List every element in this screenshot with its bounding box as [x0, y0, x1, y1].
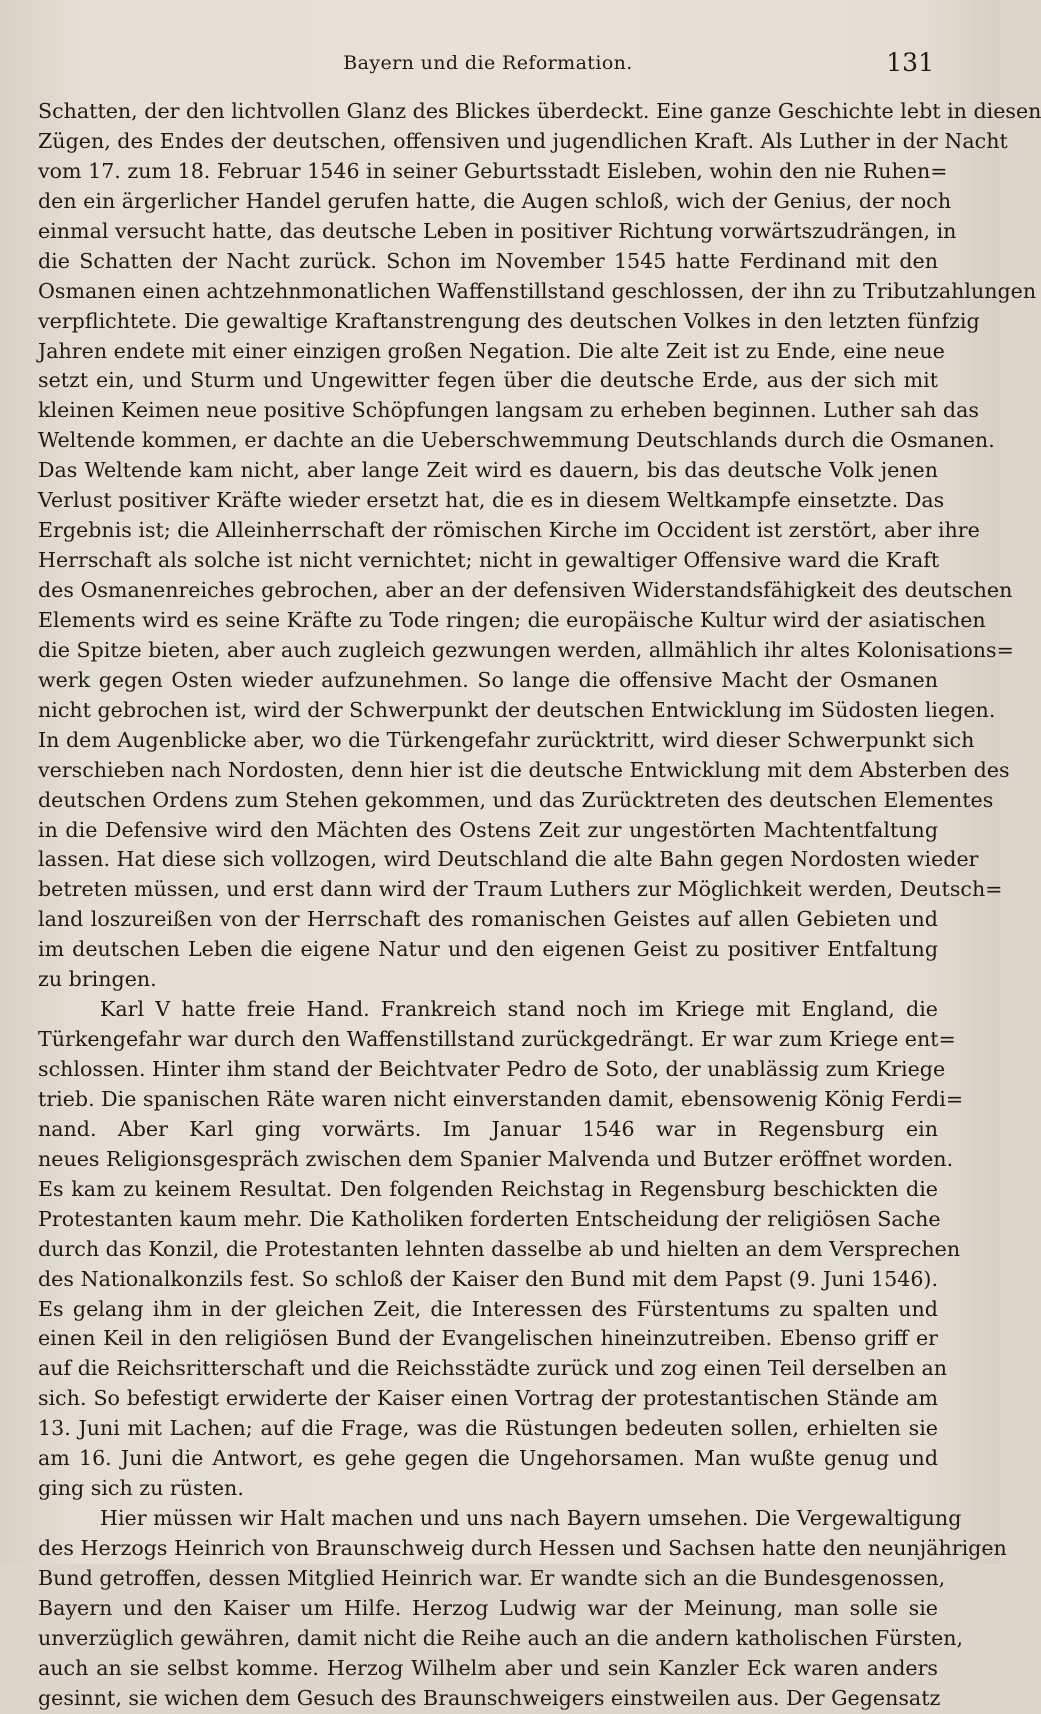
- text-line: setzt ein, und Sturm und Ungewitter fegen über die deutsche Erde, aus der sich mit: [38, 368, 938, 393]
- text-line: verschieben nach Nordosten, denn hier ist die deutsche Entwicklung mit dem Absterben des: [38, 757, 1010, 782]
- text-line: neues Religionsgespräch zwischen dem Spanier Malvenda und Butzer eröffnet worden.: [38, 1146, 954, 1171]
- page-number: 131: [886, 48, 934, 77]
- text-line: Bayern und den Kaiser um Hilfe. Herzog Ludwig war der Meinung, man solle sie: [38, 1595, 938, 1620]
- text-line: einmal versucht hatte, das deutsche Leben in positiver Richtung vorwärtszudrängen, in: [38, 218, 957, 243]
- text-line: trieb. Die spanischen Räte waren nicht einverstanden damit, ebensowenig König Ferdi=: [38, 1086, 964, 1111]
- text-line: Jahren endete mit einer einzigen großen Negation. Die alte Zeit ist zu Ende, eine neue: [38, 338, 945, 363]
- text-line: Ergebnis ist; die Alleinherrschaft der römischen Kirche im Occident ist zerstört, aber ihre: [38, 518, 980, 543]
- text-line: Verlust positiver Kräfte wieder ersetzt hat, die es in diesem Weltkampfe einsetzte. Das: [38, 488, 945, 513]
- text-line: verpflichtete. Die gewaltige Kraftanstrengung des deutschen Volkes in den letzten fünfzig: [38, 308, 980, 333]
- text-line: schlossen. Hinter ihm stand der Beichtvater Pedro de Soto, der unablässig zum Kriege: [38, 1057, 946, 1081]
- text-line: einen Keil in den religiösen Bund der Evangelischen hineinzutreiben. Ebenso griff er: [38, 1326, 938, 1351]
- text-line: Protestanten kaum mehr. Die Katholiken forderten Entscheidung der religiösen Sache: [38, 1206, 941, 1231]
- text-line: unverzüglich gewähren, damit nicht die Reihe auch an die andern katholischen Fürsten,: [38, 1625, 964, 1650]
- body-text: [38, 97, 1041, 1714]
- text-line: am 16. Juni die Antwort, es gehe gegen die Ungehorsamen. Man wußte genug und: [38, 1446, 938, 1471]
- text-line: 13. Juni mit Lachen; auf die Frage, was die Rüstungen bedeuten sollen, erhielten sie: [38, 1416, 938, 1441]
- text-line: nand. Aber Karl ging vorwärts. Im Januar 1546 war in Regensburg ein: [38, 1116, 938, 1141]
- text-line: des Nationalkonzils fest. So schloß der Kaiser den Bund mit dem Papst (9. Juni 1546).: [38, 1266, 938, 1291]
- text-line: Türkengefahr war durch den Waffenstillstand zurückgedrängt. Er war zum Kriege ent=: [38, 1027, 956, 1052]
- text-line: Weltende kommen, er dachte an die Ueberschwemmung Deutschlands durch die Osmanen.: [38, 428, 995, 453]
- page-header: [38, 48, 938, 88]
- text-line: den ein ärgerlicher Handel gerufen hatte, die Augen schloß, wich der Genius, der noch: [38, 188, 952, 213]
- text-line: Elements wird es seine Kräfte zu Tode ringen; die europäische Kultur wird der asiatischen: [38, 607, 986, 632]
- text-line: des Osmanenreiches gebrochen, aber an der defensiven Widerstandsfähigkeit des deutschen: [38, 578, 1013, 602]
- text-line: in die Defensive wird den Mächten des Ostens Zeit zur ungestörten Machtentfaltung: [38, 817, 938, 842]
- text-line: Es kam zu keinem Resultat. Den folgenden Reichstag in Regensburg beschickten die: [38, 1176, 938, 1201]
- text-line: vom 17. zum 18. Februar 1546 in seiner Geburtsstadt Eisleben, wohin den nie Ruhen=: [38, 158, 948, 183]
- text-line: nicht gebrochen ist, wird der Schwerpunkt der deutschen Entwicklung im Südosten liegen.: [38, 697, 996, 722]
- text-line: ging sich zu rüsten.: [38, 1476, 244, 1501]
- text-line: gesinnt, sie wichen dem Gesuch des Braunschweigers einstweilen aus. Der Gegensatz: [38, 1685, 941, 1710]
- text-line: Zügen, des Endes der deutschen, offensiven und jugendlichen Kraft. Als Luther in der Nacht: [38, 128, 1008, 153]
- text-line: im deutschen Leben die eigene Natur und den eigenen Geist zu positiver Entfaltung: [38, 937, 938, 962]
- text-line: die Schatten der Nacht zurück. Schon im November 1545 hatte Ferdinand mit den: [38, 248, 938, 273]
- text-line: auch an sie selbst komme. Herzog Wilhelm aber und sein Kanzler Eck waren anders: [38, 1655, 938, 1680]
- text-line: Schatten, der den lichtvollen Glanz des Blickes überdeckt. Eine ganze Geschichte lebt in diesen: [38, 99, 1041, 123]
- text-line: auf die Reichsritterschaft und die Reichsstädte zurück und zog einen Teil derselben an: [38, 1356, 948, 1381]
- text-line: Karl V hatte freie Hand. Frankreich stand noch im Kriege mit England, die: [100, 997, 938, 1022]
- text-line: Herrschaft als solche ist nicht vernichtet; nicht in gewaltiger Offensive ward die Kraft: [38, 548, 940, 573]
- text-line: durch das Konzil, die Protestanten lehnten dasselbe ab und hielten an dem Versprechen: [38, 1236, 961, 1261]
- text-line: zu bringen.: [38, 967, 157, 992]
- text-line: betreten müssen, und erst dann wird der Traum Luthers zur Möglichkeit werden, Deutsch=: [38, 877, 1003, 902]
- text-line: werk gegen Osten wieder aufzunehmen. So lange die offensive Macht der Osmanen: [38, 667, 938, 692]
- text-line: Das Weltende kam nicht, aber lange Zeit wird es dauern, bis das deutsche Volk jenen: [38, 458, 938, 483]
- text-line: land loszureißen von der Herrschaft des romanischen Geistes auf allen Gebieten und: [38, 907, 938, 932]
- text-line: lassen. Hat diese sich vollzogen, wird Deutschland die alte Bahn gegen Nordosten wieder: [38, 847, 979, 872]
- text-line: In dem Augenblicke aber, wo die Türkengefahr zurücktritt, wird dieser Schwerpunkt sich: [38, 727, 975, 752]
- text-line: kleinen Keimen neue positive Schöpfungen langsam zu erheben beginnen. Luther sah das: [38, 398, 979, 423]
- text-line: Osmanen einen achtzehnmonatlichen Waffenstillstand geschlossen, der ihn zu Tributzahlungen: [38, 278, 1037, 303]
- text-line: die Spitze bieten, aber auch zugleich gezwungen werden, allmählich ihr altes Kolonisations=: [38, 637, 1014, 662]
- text-line: sich. So befestigt erwiderte der Kaiser einen Vortrag der protestantischen Stände am: [38, 1386, 938, 1411]
- text-line: deutschen Ordens zum Stehen gekommen, und das Zurücktreten des deutschen Elementes: [38, 787, 994, 812]
- text-line: Es gelang ihm in der gleichen Zeit, die Interessen des Fürstentums zu spalten und: [38, 1296, 938, 1321]
- text-line: des Herzogs Heinrich von Braunschweig durch Hessen und Sachsen hatte den neunjährigen: [38, 1536, 1007, 1560]
- running-title: Bayern und die Reformation.: [343, 52, 633, 74]
- text-line: Hier müssen wir Halt machen und uns nach Bayern umsehen. Die Vergewaltigung: [100, 1506, 962, 1531]
- text-line: Bund getroffen, dessen Mitglied Heinrich war. Er wandte sich an die Bundesgenossen,: [38, 1565, 946, 1590]
